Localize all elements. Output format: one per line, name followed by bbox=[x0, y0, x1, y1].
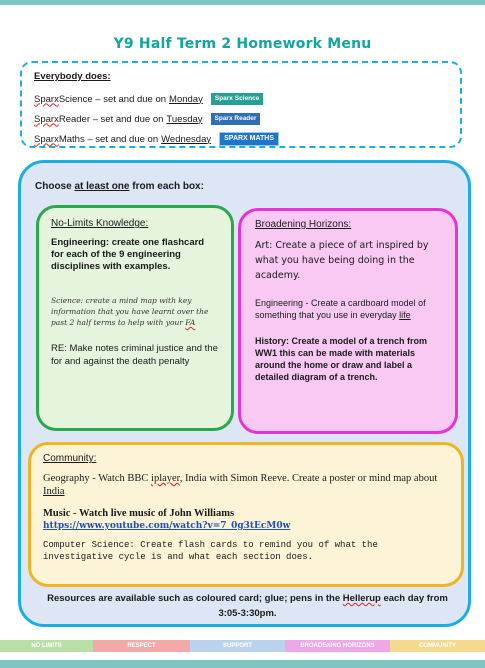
sparx-reader-row bbox=[34, 109, 448, 129]
sparx-maths-row bbox=[34, 129, 448, 149]
sparx-reader-logo: Sparx Reader bbox=[211, 113, 261, 125]
resources-note: Resources are available such as coloured card; glue; pens in the Hellerup each day from 3:05-3:30pm. bbox=[47, 593, 448, 619]
geography-task: Geography - Watch BBC iplayer, India with Simon Reeve. Create a poster or mind map about India bbox=[43, 473, 438, 497]
row-text: Maths – set and due on bbox=[58, 133, 159, 145]
top-accent-bar bbox=[0, 0, 485, 5]
row-text: Reader – set and due on bbox=[58, 113, 164, 125]
sparx-word: Sparx bbox=[34, 93, 59, 105]
due-day: Monday bbox=[169, 93, 203, 105]
computer-science-task: Computer Science: Create flash cards to remind you of what the investigative cycle is and what each section does. bbox=[43, 540, 378, 562]
value-respect: RESPECT bbox=[93, 640, 190, 652]
art-task: Art: Create a piece of art inspired by what you have being doing in the academy. bbox=[255, 240, 429, 281]
bottom-accent-bar bbox=[0, 660, 485, 668]
music-task: Music - Watch live music of John Williams bbox=[43, 508, 235, 519]
choose-tasks-box bbox=[18, 160, 471, 627]
sparx-word: Sparx bbox=[34, 113, 59, 125]
sparx-science-logo: Sparx Science bbox=[211, 93, 263, 105]
sparx-science-row bbox=[34, 89, 448, 109]
value-broadening-horizons: BROADENING HORIZONS bbox=[285, 640, 390, 652]
no-limits-heading: No-Limits Knowledge: bbox=[51, 218, 149, 229]
value-community: COMMUNITY bbox=[390, 640, 485, 652]
broadening-horizons-box bbox=[238, 208, 458, 434]
row-text: Science – set and due on bbox=[58, 93, 167, 105]
sparx-maths-logo: SPARX MATHS bbox=[219, 132, 279, 146]
broadening-heading: Broadening Horizons: bbox=[255, 219, 352, 230]
engineering-task: Engineering: create one flashcard for each of the 9 engineering disciplines with examples. bbox=[51, 237, 205, 272]
engineering-model-task: Engineering - Create a cardboard model of something that you use in everyday life bbox=[255, 298, 426, 320]
community-box bbox=[28, 442, 464, 587]
due-day: Tuesday bbox=[166, 113, 203, 125]
no-limits-knowledge-box bbox=[36, 205, 234, 431]
sparx-word: Sparx bbox=[34, 133, 59, 145]
value-support: SUPPORT bbox=[190, 640, 285, 652]
value-no-limits: NO LIMITS bbox=[0, 640, 93, 652]
page-title: Y9 Half Term 2 Homework Menu bbox=[113, 36, 372, 52]
everybody-heading: Everybody does: bbox=[34, 71, 111, 82]
community-heading: Community: bbox=[43, 453, 97, 464]
science-task: Science: create a mind map with key information that you have learnt over the past 2 half terms to help with your FA bbox=[51, 296, 209, 327]
due-day: Wednesday bbox=[161, 133, 212, 145]
youtube-link[interactable]: https://www.youtube.com/watch?v=7_0g3tEcM0w bbox=[43, 521, 291, 531]
re-task: RE: Make notes criminal justice and the for and against the death penalty bbox=[51, 343, 218, 367]
choose-instruction: Choose at least one from each box: bbox=[35, 181, 204, 192]
history-task: History: Create a model of a trench from WW1 this can be made with materials around the home or draw and label a detailed diagram of a trench. bbox=[255, 336, 428, 382]
everybody-does-box bbox=[20, 61, 462, 148]
school-values-strip bbox=[0, 640, 485, 652]
